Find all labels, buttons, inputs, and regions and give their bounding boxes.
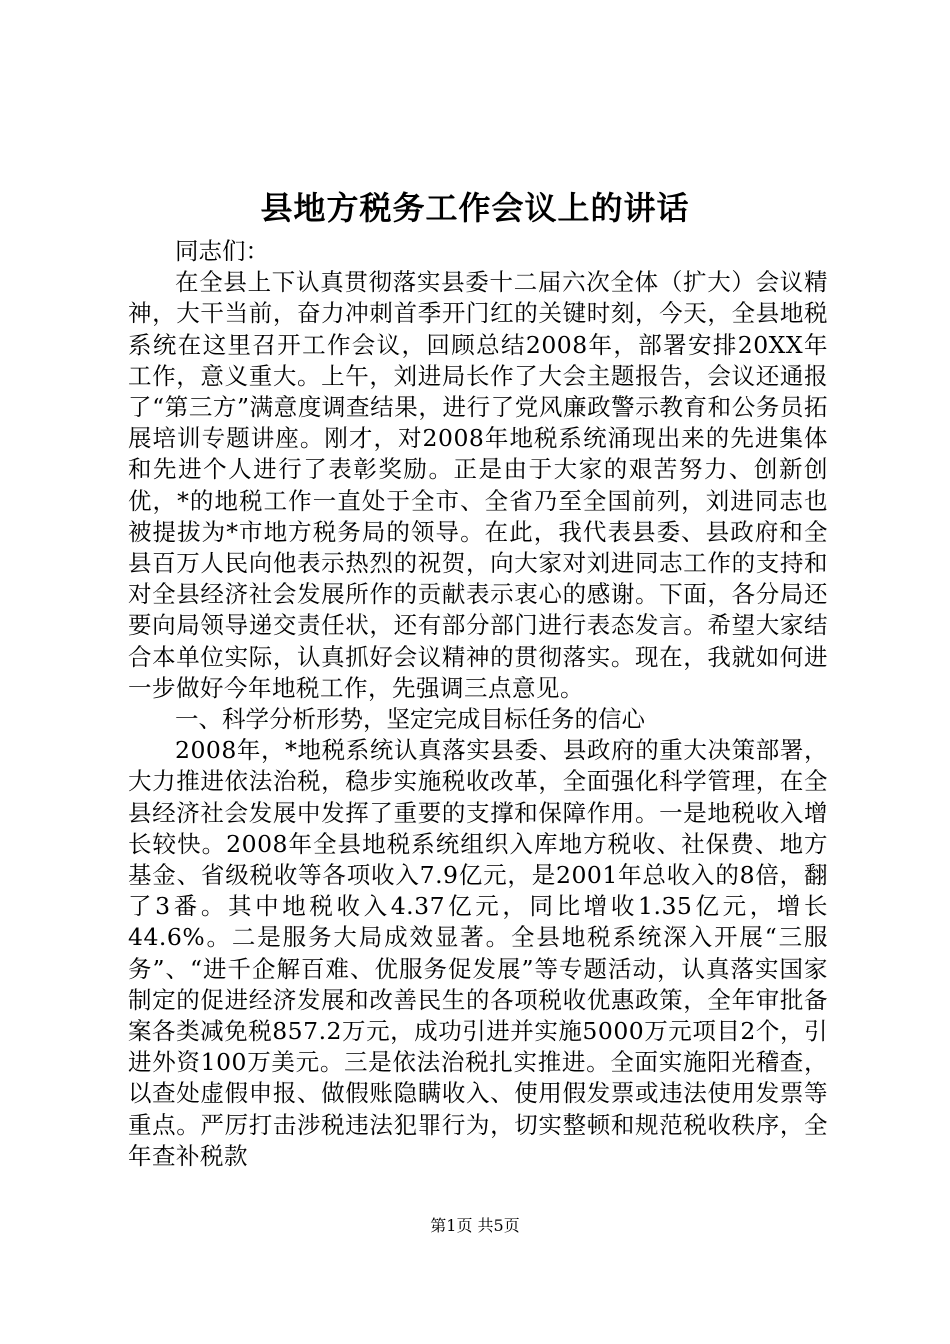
section-paragraph: 2008年，*地税系统认真落实县委、县政府的重大决策部署，大力推进依法治税，稳步实施税收改革，全面强化科学管理，在全县经济社会发展中发挥了重要的支撑和保障作用。一是地税收入增长较快。2008年全县地税系统组织入库地方税收、社保费、地方基金、省级税收等各项收入7.9亿元，是2001年总收入的8倍，翻了3番。其中地税收入4.37亿元，同比增收1.35亿元，增长44.6%。二是服务大局成效显著。全县地税系统深入开展“三服务”、“进千企解百难、优服务促发展”等专题活动，认真落实国家制定的促进经济发展和改善民生的各项税收优惠政策，全年审批备案各类减免税857.2万元，成功引进并实施5000万元项目2个，引进外资100万美元。三是依法治税扎实推进。全面实施阳光稽查，以查处虚假申报、做假账隐瞒收入、使用假发票或违法使用发票等重点。严厉打击涉税违法犯罪行为，切实整顿和规范税收秩序，全年查补税款 — [128, 736, 828, 1170]
intro-paragraph: 在全县上下认真贯彻落实县委十二届六次全体（扩大）会议精神，大干当前，奋力冲刺首季开门红的关键时刻，今天，全县地税系统在这里召开工作会议，回顾总结2008年，部署安排20XX年工作，意义重大。上午，刘进局长作了大会主题报告，会议还通报了“第三方”满意度调查结果，进行了党风廉政警示教育和公务员拓展培训专题讲座。刚才，对2008年地税系统涌现出来的先进集体和先进个人进行了表彰奖励。正是由于大家的艰苦努力、创新创优，*的地税工作一直处于全市、全省乃至全国前列，刘进同志也被提拔为*市地方税务局的领导。在此，我代表县委、县政府和全县百万人民向他表示热烈的祝贺，向大家对刘进同志工作的支持和对全县经济社会发展所作的贡献表示衷心的感谢。下面，各分局还要向局领导递交责任状，还有部分部门进行表态发言。希望大家结合本单位实际，认真抓好会议精神的贯彻落实。现在，我就如何进一步做好今年地税工作，先强调三点意见。 — [128, 268, 828, 702]
section-heading: 一、科学分析形势，坚定完成目标任务的信心 — [175, 705, 645, 734]
page-footer: 第1页 共5页 — [430, 1216, 520, 1235]
document-body — [128, 236, 828, 1172]
salutation: 同志们： — [175, 237, 269, 265]
page-title: 县地方税务工作会议上的讲话 — [260, 189, 690, 227]
